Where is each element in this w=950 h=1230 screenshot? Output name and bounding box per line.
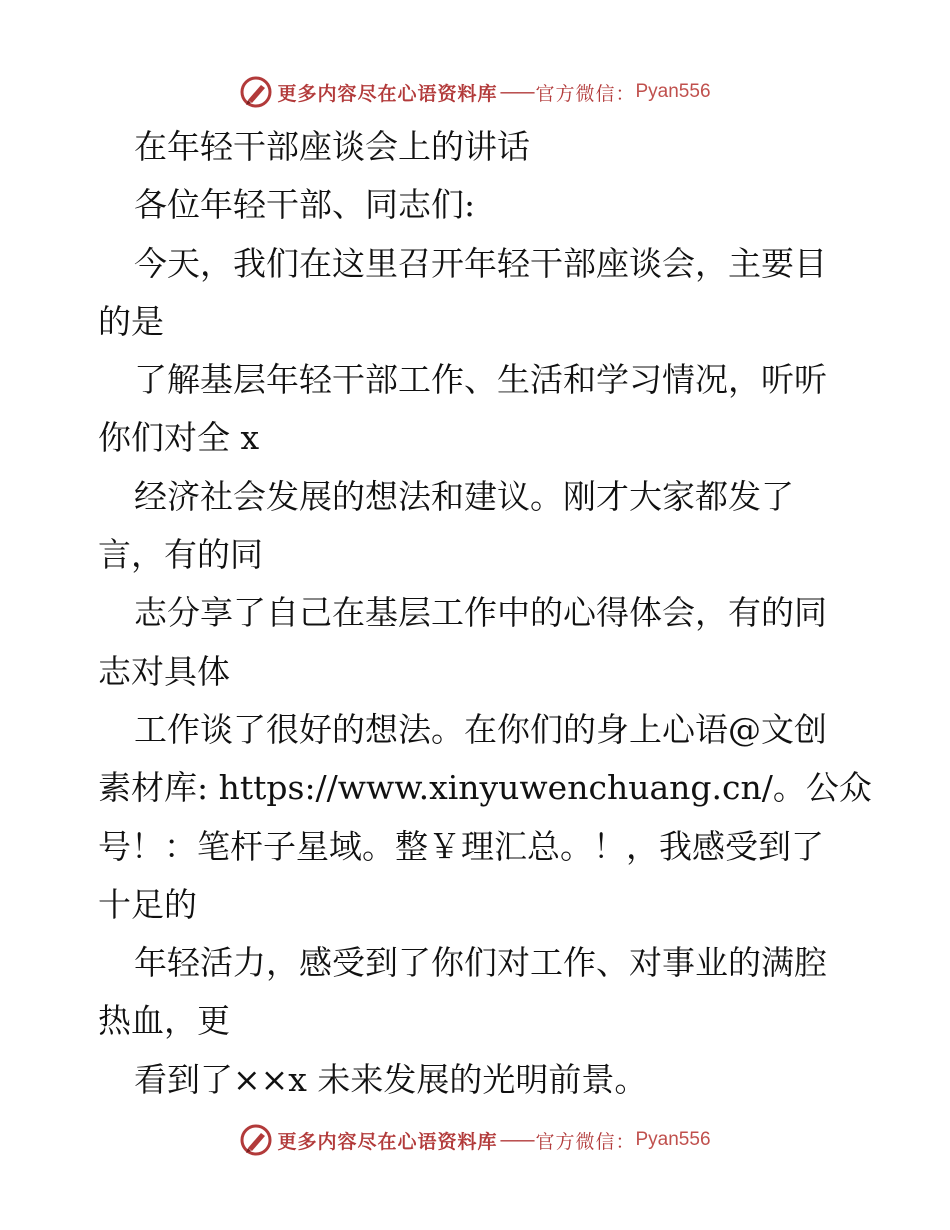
watermark-separator: —— [499, 81, 534, 103]
watermark-label: 官方微信： [535, 1130, 636, 1153]
watermark-id: Pyan556 [635, 1129, 711, 1150]
text-line: 经济社会发展的想法和建议。刚才大家都发了 [134, 476, 794, 516]
text-line: 你们对全 x [98, 418, 260, 458]
text-line: 工作谈了很好的想法。在你们的身上心语@文创 [134, 709, 827, 749]
document-body [98, 118, 872, 1109]
text-line: 热血，更 [98, 1001, 230, 1041]
text-line: 了解基层年轻干部工作、生活和学习情况，听听 [134, 360, 827, 400]
watermark-footer [0, 1120, 950, 1160]
text-line: 素材库: https://www.xinyuwenchuang.cn/。公众 [98, 768, 872, 808]
text-line: 志对具体 [98, 651, 230, 691]
text-line: 十足的 [98, 884, 197, 924]
watermark-brand: 更多内容尽在心语资料库 [277, 1130, 498, 1153]
watermark-id: Pyan556 [635, 81, 711, 102]
text-line: 言，有的同 [98, 535, 263, 575]
text-line: 的是 [98, 301, 164, 341]
text-line: 号！：笔杆子星域。整￥理汇总。！，我感受到了 [98, 826, 824, 866]
text-line: 各位年轻干部、同志们: [134, 185, 476, 225]
watermark-brand: 更多内容尽在心语资料库 [277, 82, 498, 105]
watermark-header [0, 72, 950, 112]
pen-logo-icon [239, 75, 273, 109]
watermark-label: 官方微信： [535, 82, 636, 105]
text-line: 看到了××x 未来发展的光明前景。 [134, 1059, 648, 1099]
document-title: 在年轻干部座谈会上的讲话 [134, 127, 530, 166]
text-line: 今天，我们在这里召开年轻干部座谈会，主要目 [134, 243, 827, 283]
pen-logo-icon [239, 1123, 273, 1157]
text-line: 志分享了自己在基层工作中的心得体会，有的同 [134, 593, 827, 633]
text-line: 年轻活力，感受到了你们对工作、对事业的满腔 [134, 943, 827, 983]
watermark-separator: —— [499, 1129, 534, 1151]
